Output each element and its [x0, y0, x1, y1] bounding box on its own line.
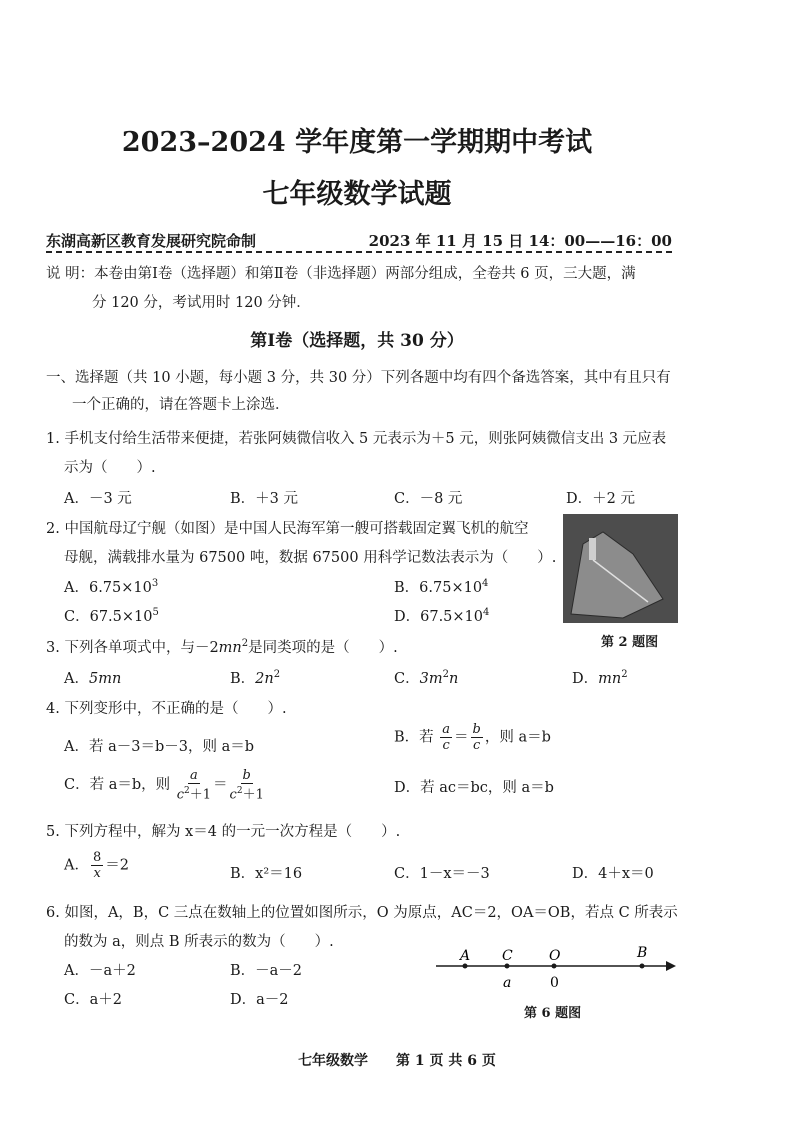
q4-stem: 4. 下列变形中，不正确的是（ ）.	[46, 701, 287, 717]
q1-option-a: A．－3 元	[64, 491, 132, 507]
q6-figure-caption: 第 6 题图	[524, 1006, 582, 1021]
notice-line-1: 说 明：本卷由第Ⅰ卷（选择题）和第Ⅱ卷（非选择题）两部分组成，全卷共 6 页，三大题，满	[46, 266, 636, 282]
point-c-dot	[505, 964, 510, 969]
q6-stem-1: 6. 如图，A，B，C 三点在数轴上的位置如图所示，O 为原点，AC＝2，OA＝OB，若点 C 所表示	[46, 905, 678, 921]
q2-stem-1: 2. 中国航母辽宁舰（如图）是中国人民海军第一艘可搭载固定翼飞机的航空	[46, 521, 529, 537]
q1-stem-1: 1. 手机支付给生活带来便捷，若张阿姨微信收入 5 元表示为＋5 元，则张阿姨微信支出 3 元应表	[46, 431, 667, 447]
header-divider	[46, 251, 672, 253]
number-line-arrow	[666, 961, 676, 971]
q6-option-d: D．a－2	[230, 992, 289, 1008]
q5-option-a: A． $\frac{8}{x}$ ＝2	[64, 850, 129, 881]
aircraft-carrier-photo	[563, 514, 678, 623]
point-b-dot	[640, 964, 645, 969]
q1-stem-2: 示为（ ）.	[64, 460, 156, 476]
q2-option-c: C．$67.5\times 10^5$	[64, 607, 159, 625]
point-c-value: a	[503, 975, 512, 991]
section-intro-2: 一个正确的，请在答题卡上涂选．	[72, 397, 290, 413]
notice-line-2: 分 120 分，考试用时 120 分钟．	[92, 295, 311, 311]
q4-option-a: A．若 a－3＝b－3，则 a＝b	[64, 739, 254, 755]
exam-subtitle: 七年级数学试题	[262, 179, 452, 210]
q5-option-b: B．x²＝16	[230, 866, 303, 882]
page-footer: 七年级数学 第 1 页 共 6 页	[298, 1053, 496, 1069]
q2-option-b: B．$6.75\times 10^4$	[394, 578, 489, 596]
section-title: 第Ⅰ卷（选择题，共 30 分）	[250, 331, 464, 351]
point-a-dot	[463, 964, 468, 969]
q5-option-d: D．4＋x＝0	[572, 866, 654, 882]
issuer: 东湖高新区教育发展研究院命制	[46, 232, 257, 250]
exam-datetime: 2023 年 11 月 15 日 14：00——16：00	[368, 232, 672, 250]
exam-title: 2023–2024 学年度第一学期期中考试	[121, 127, 593, 158]
point-b-label: B	[637, 945, 648, 961]
q3-stem: 3. 下列各单项式中，与$-2mn^2$是同类项的是（ ）.	[46, 638, 398, 656]
number-line-figure	[430, 940, 680, 996]
q4-option-c: C．若 a＝b，则 $\frac{a}{c^2+1}$ ＝ $\frac{b}{c^2+1}$	[64, 768, 264, 803]
q6-option-b: B．－a－2	[230, 963, 303, 979]
q2-option-d: D．$67.5\times 10^4$	[394, 607, 490, 625]
q4-option-d: D．若 ac＝bc，则 a＝b	[394, 780, 554, 796]
q6-option-a: A．－a＋2	[64, 963, 136, 979]
point-c-label: C	[502, 948, 513, 964]
q2-stem-2: 母舰，满载排水量为 67500 吨，数据 67500 用科学记数法表示为（ ）.	[64, 550, 557, 566]
q1-option-d: D．＋2 元	[566, 491, 635, 507]
q5-stem: 5. 下列方程中，解为 x＝4 的一元一次方程是（ ）.	[46, 824, 401, 840]
point-o-label: O	[549, 948, 561, 964]
q6-option-c: C．a＋2	[64, 992, 122, 1008]
q2-figure-caption: 第 2 题图	[601, 635, 659, 650]
point-o-dot	[552, 964, 557, 969]
q1-option-c: C．－8 元	[394, 491, 463, 507]
point-a-label: A	[460, 948, 471, 964]
q5-option-c: C．1－x＝－3	[394, 866, 490, 882]
q3-option-c: C．$3m^2n$	[394, 669, 459, 687]
q3-option-d: D．$mn^2$	[572, 669, 628, 687]
origin-value: 0	[550, 975, 559, 991]
q1-option-b: B．＋3 元	[230, 491, 298, 507]
q2-option-a: A．$6.75\times 10^3$	[64, 578, 159, 596]
q3-option-b: B．$2n^2$	[230, 669, 281, 687]
section-intro-1: 一、选择题（共 10 小题，每小题 3 分，共 30 分）下列各题中均有四个备选答案，其中有且只有	[46, 370, 671, 386]
q4-option-b: B．若 $\frac{a}{c}$ ＝ $\frac{b}{c}$ ，则 a＝b	[394, 722, 551, 753]
q6-stem-2: 的数为 a，则点 B 所表示的数为（ ）.	[64, 934, 334, 950]
q3-option-a: A．5mn	[64, 671, 122, 687]
